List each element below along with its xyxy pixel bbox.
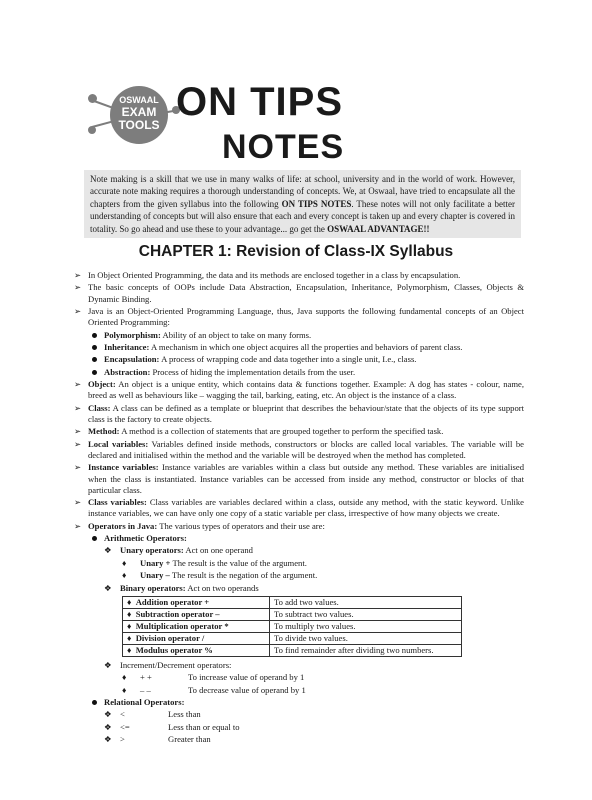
clover-icon: ❖ <box>104 709 112 720</box>
logo-line-2: EXAM <box>121 105 157 119</box>
arrow-icon: ➢ <box>74 270 82 280</box>
title-line-2: NOTES <box>222 128 345 166</box>
bullet-java-oop: ➢ Java is an Object-Oriented Programming Language, thus, Java supports the following fundamental concepts of an Object Oriented Programming: <box>74 305 524 328</box>
arrow-icon: ➢ <box>74 520 82 531</box>
chapter-title: CHAPTER 1: Revision of Class-IX Syllabus <box>138 243 454 260</box>
intro-bold-b: OSWAAL ADVANTAGE!! <box>327 223 430 234</box>
table-row: ♦ Multiplication operator * To multiply two values. <box>123 620 462 632</box>
relational-row: ❖ < Less than <box>104 709 201 720</box>
sub-bullet-arithmetic: Arithmetic Operators: <box>74 533 524 544</box>
clover-icon: ❖ <box>104 582 112 593</box>
relational-row: ❖ > Greater than <box>104 734 211 745</box>
intro-box <box>84 170 521 238</box>
bullet-local-variables: ➢ Local variables: Variables defined inside methods, constructors or blocks are called local variables. The variable will be declared and initialised within the method and the variable will be destroyed when the method has completed. <box>74 438 524 460</box>
diamond-icon: ♦ <box>122 684 127 695</box>
arrow-icon: ➢ <box>74 497 82 508</box>
binary-operators: ❖ Binary operators: Act on two operands <box>104 582 259 593</box>
bullet-operators: ➢ Operators in Java: The various types of operators and their use are: <box>74 520 325 531</box>
dot-icon <box>92 367 97 378</box>
logo-line-3: TOOLS <box>118 118 160 132</box>
table-row: ♦ Subtraction operator – To subtract two values. <box>123 608 462 620</box>
arrow-icon: ➢ <box>74 462 82 473</box>
dot-icon <box>92 354 97 365</box>
clover-icon: ❖ <box>104 659 112 670</box>
increment-row: ♦ + + To increase value of operand by 1 <box>122 672 305 683</box>
intro-bold-a: ON TIPS NOTES <box>281 198 352 209</box>
diamond-icon: ♦ <box>122 557 127 568</box>
table-row: ♦ Modulus operator % To find remainder after dividing two numbers. <box>123 644 462 656</box>
clover-icon: ❖ <box>104 721 112 732</box>
arrow-icon: ➢ <box>74 305 82 316</box>
dot-icon <box>92 330 97 341</box>
unary-plus: ♦ Unary + The result is the value of the argument. <box>122 557 307 568</box>
diamond-icon: ♦ <box>127 596 132 607</box>
dot-icon <box>92 533 97 544</box>
notes-content <box>74 270 524 747</box>
arrow-icon: ➢ <box>74 402 82 413</box>
unary-minus: ♦ Unary – The result is the negation of the argument. <box>122 570 318 581</box>
title-line-1: ON TIPS <box>176 80 344 124</box>
diamond-icon: ♦ <box>127 608 132 619</box>
bullet-oops-concepts: ➢ The basic concepts of OOPs include Data Abstraction, Encapsulation, Inheritance, Polymorphism, Classes, Objects & Dynamic Binding. <box>74 282 524 304</box>
decrement-row: ♦ – – To decrease value of operand by 1 <box>122 684 306 695</box>
bullet-class-variables: ➢ Class variables: Class variables are variables declared within a class, outside any method, with the static keyword. Unlike instance variables, we can have only one copy of a static variable per class, irrespective of how many objects we create. <box>74 497 524 519</box>
arrow-icon: ➢ <box>74 426 82 437</box>
arrow-icon: ➢ <box>74 379 82 390</box>
sub-bullet-inheritance: Inheritance: A mechanism in which one object acquires all the properties and behaviors of parent class. <box>74 342 524 353</box>
diamond-icon: ♦ <box>122 672 127 683</box>
increment-decrement: ❖ Increment/Decrement operators: <box>104 659 232 670</box>
sub-bullet-encapsulation: Encapsulation: A process of wrapping code and data together into a single unit, I.e., class. <box>74 354 524 365</box>
arrow-icon: ➢ <box>74 282 82 293</box>
clover-icon: ❖ <box>104 545 112 556</box>
binary-operators-table <box>122 596 462 657</box>
intro-text-b: . These notes will not only facilitate a better understanding of concepts but will also ensure that each and every concept is taken up and every chapter is covered in totality. So go ahead and use these to your advantage... go get the <box>90 198 515 234</box>
oswaal-logo <box>88 82 180 146</box>
bullet-class: ➢ Class: A class can be defined as a template or blueprint that describes the behaviour/state that the objects of its type support class is the factory to create objects. <box>74 402 524 424</box>
unary-operators: ❖ Unary operators: Act on one operand <box>104 545 253 556</box>
sub-bullet-relational: Relational Operators: <box>74 697 524 708</box>
diamond-icon: ♦ <box>127 620 132 631</box>
bullet-object: ➢ Object: An object is a unique entity, which contains data & functions together. Example: A dog has states - colour, name, breed as well as behaviours like – wagging the tail, barking, eating, etc. An object is the instance of a class. <box>74 379 524 401</box>
bullet-method: ➢ Method: A method is a collection of statements that are grouped together to perform the specified task. <box>74 426 444 437</box>
dot-icon <box>92 697 97 708</box>
table-row: ♦ Division operator / To divide two values. <box>123 632 462 644</box>
logo-line-1: OSWAAL <box>119 95 159 105</box>
clover-icon: ❖ <box>104 734 112 745</box>
bullet-instance-variables: ➢ Instance variables: Instance variables are variables within a class but outside any method. These variables are initialised when the class is instantiated. Instance variables can be accessed from inside any method, constructor or blocks of that particular class. <box>74 462 524 495</box>
arrow-icon: ➢ <box>74 438 82 449</box>
sub-bullet-abstraction: Abstraction: Process of hiding the implementation details from the user. <box>74 367 524 378</box>
diamond-icon: ♦ <box>127 644 132 655</box>
diamond-icon: ♦ <box>127 632 132 643</box>
relational-row: ❖ <= Less than or equal to <box>104 721 240 732</box>
sub-bullet-polymorphism: Polymorphism: Ability of an object to take on many forms. <box>74 330 524 341</box>
intro-text-a: Note making is a skill that we use in many walks of life: at school, university and in the world of work. However, accurate note making requires a thorough understanding of concepts. We, at Oswaal, have tried to encapsulate all the chapters from the given syllabus into the following <box>90 174 515 209</box>
dot-icon <box>92 342 97 353</box>
bullet-encapsulation: ➢ In Object Oriented Programming, the data and its methods are enclosed together in a class by encapsulation. <box>74 270 461 280</box>
table-row: ♦ Addition operator + To add two values. <box>123 596 462 608</box>
diamond-icon: ♦ <box>122 570 127 581</box>
